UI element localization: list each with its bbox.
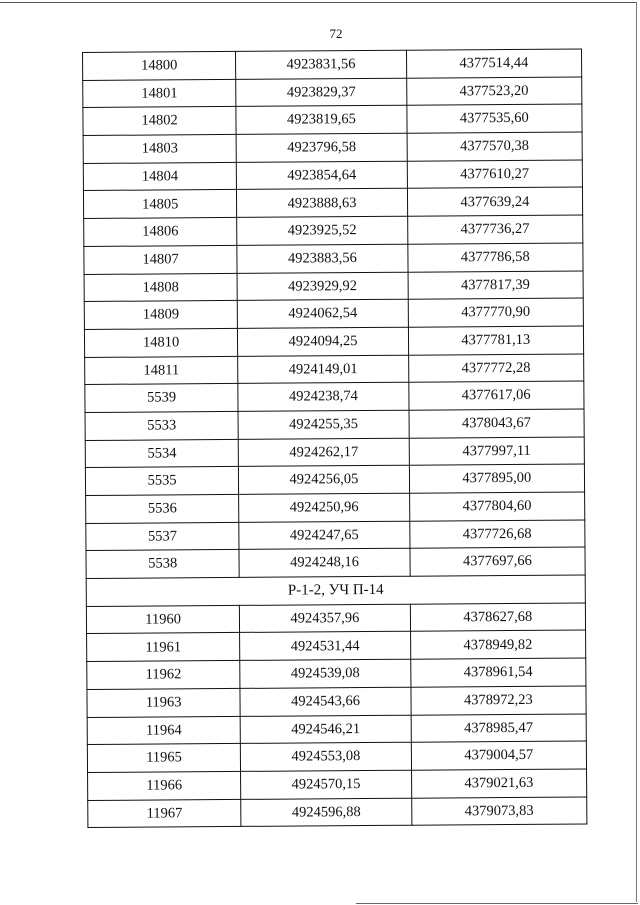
section-group <box>86 575 585 606</box>
section-title: Р-1-2, УЧ П-14 <box>86 575 585 606</box>
x-coordinate-cell: 4924149,01 <box>238 355 409 384</box>
y-coordinate-cell: 4377786,58 <box>407 243 583 272</box>
y-coordinate-cell: 4377736,27 <box>407 215 583 244</box>
table-row <box>85 437 584 468</box>
point-number-cell: 14800 <box>83 51 236 80</box>
point-number-cell: 14811 <box>85 356 238 385</box>
x-coordinate-cell: 4923819,65 <box>236 106 407 135</box>
table-row <box>83 104 582 135</box>
x-coordinate-cell: 4924596,88 <box>241 798 412 827</box>
y-coordinate-cell: 4377772,28 <box>408 354 584 383</box>
y-coordinate-cell: 4377726,68 <box>409 520 585 549</box>
scan-edge-top <box>0 2 636 3</box>
point-number-cell: 11965 <box>87 744 240 773</box>
table-row <box>83 77 582 108</box>
point-number-cell: 14808 <box>84 273 237 302</box>
point-number-cell: 11966 <box>88 771 241 800</box>
point-number-cell: 5533 <box>85 411 238 440</box>
table-row <box>86 520 585 551</box>
y-coordinate-cell: 4377895,00 <box>409 464 585 493</box>
x-coordinate-cell: 4923925,52 <box>237 216 408 245</box>
y-coordinate-cell: 4379021,63 <box>411 769 587 798</box>
point-number-cell: 11960 <box>86 605 239 634</box>
table-row <box>84 298 583 329</box>
y-coordinate-cell: 4379004,57 <box>411 741 587 770</box>
y-coordinate-cell: 4378627,68 <box>410 603 586 632</box>
table-row <box>86 492 585 523</box>
table-row <box>85 409 584 440</box>
y-coordinate-cell: 4377610,27 <box>407 160 583 189</box>
point-number-cell: 11963 <box>87 688 240 717</box>
x-coordinate-cell: 4924062,54 <box>238 299 409 328</box>
y-coordinate-cell: 4377697,66 <box>410 547 586 576</box>
table-row <box>87 658 586 689</box>
y-coordinate-cell: 4377617,06 <box>408 381 584 410</box>
coordinates-table <box>82 49 587 829</box>
x-coordinate-cell: 4924238,74 <box>238 382 409 411</box>
x-coordinate-cell: 4924546,21 <box>240 715 411 744</box>
point-number-cell: 5534 <box>85 439 238 468</box>
point-number-cell: 11962 <box>87 661 240 690</box>
y-coordinate-cell: 4377535,60 <box>407 104 583 133</box>
y-coordinate-cell: 4377523,20 <box>406 77 582 106</box>
y-coordinate-cell: 4379073,83 <box>411 797 587 826</box>
y-coordinate-cell: 4378043,67 <box>409 409 585 438</box>
point-number-cell: 14810 <box>84 328 237 357</box>
point-number-cell: 14804 <box>83 162 236 191</box>
page-number: 72 <box>329 26 343 41</box>
x-coordinate-cell: 4924553,08 <box>241 742 412 771</box>
y-coordinate-cell: 4377817,39 <box>408 271 584 300</box>
table-row <box>85 464 584 495</box>
y-coordinate-cell: 4377781,13 <box>408 326 584 355</box>
point-number-cell: 11961 <box>87 633 240 662</box>
x-coordinate-cell: 4923829,37 <box>236 78 407 107</box>
section-header-row <box>86 575 585 606</box>
point-number-cell: 5535 <box>85 467 238 496</box>
coordinates-group-a <box>83 49 586 579</box>
table-row <box>85 381 584 412</box>
table-row <box>84 243 583 274</box>
x-coordinate-cell: 4924255,35 <box>238 410 409 439</box>
point-number-cell: 5536 <box>86 494 239 523</box>
table-row <box>87 686 586 717</box>
table-row <box>86 547 585 578</box>
x-coordinate-cell: 4924531,44 <box>240 632 411 661</box>
x-coordinate-cell: 4924570,15 <box>241 770 412 799</box>
table-row <box>85 354 584 385</box>
y-coordinate-cell: 4377770,90 <box>408 298 584 327</box>
coordinates-group-b <box>86 603 587 828</box>
point-number-cell: 14801 <box>83 79 236 108</box>
x-coordinate-cell: 4924248,16 <box>239 549 410 578</box>
table-row <box>84 215 583 246</box>
x-coordinate-cell: 4924262,17 <box>238 438 409 467</box>
x-coordinate-cell: 4924539,08 <box>240 659 411 688</box>
point-number-cell: 5537 <box>86 522 239 551</box>
table-row <box>83 160 582 191</box>
table-row <box>86 603 585 634</box>
table-row <box>84 271 583 302</box>
scan-edge-bottom <box>356 903 638 904</box>
x-coordinate-cell: 4924247,65 <box>239 521 410 550</box>
y-coordinate-cell: 4378961,54 <box>410 658 586 687</box>
table-row <box>88 797 587 828</box>
x-coordinate-cell: 4923831,56 <box>236 50 407 79</box>
table-row <box>83 187 582 218</box>
x-coordinate-cell: 4923854,64 <box>237 161 408 190</box>
y-coordinate-cell: 4377639,24 <box>407 187 583 216</box>
point-number-cell: 14809 <box>84 301 237 330</box>
y-coordinate-cell: 4377997,11 <box>409 437 585 466</box>
table-row <box>88 769 587 800</box>
point-number-cell: 14806 <box>84 218 237 247</box>
point-number-cell: 14805 <box>83 190 236 219</box>
x-coordinate-cell: 4923883,56 <box>237 244 408 273</box>
point-number-cell: 14807 <box>84 245 237 274</box>
table-row <box>87 713 586 744</box>
y-coordinate-cell: 4377514,44 <box>406 49 582 78</box>
table-row <box>87 630 586 661</box>
x-coordinate-cell: 4924543,66 <box>240 687 411 716</box>
x-coordinate-cell: 4923888,63 <box>237 189 408 218</box>
table-row <box>83 49 582 80</box>
x-coordinate-cell: 4924094,25 <box>238 327 409 356</box>
point-number-cell: 11964 <box>87 716 240 745</box>
point-number-cell: 14803 <box>83 134 236 163</box>
y-coordinate-cell: 4378972,23 <box>411 686 587 715</box>
point-number-cell: 14802 <box>83 107 236 136</box>
table-row <box>84 326 583 357</box>
x-coordinate-cell: 4923796,58 <box>236 133 407 162</box>
scan-edge-right <box>636 2 637 902</box>
point-number-cell: 5538 <box>86 550 239 579</box>
y-coordinate-cell: 4378985,47 <box>411 713 587 742</box>
x-coordinate-cell: 4924357,96 <box>240 604 411 633</box>
y-coordinate-cell: 4377570,38 <box>407 132 583 161</box>
table-row <box>87 741 586 772</box>
x-coordinate-cell: 4924250,96 <box>239 493 410 522</box>
y-coordinate-cell: 4378949,82 <box>410 630 586 659</box>
point-number-cell: 5539 <box>85 384 238 413</box>
x-coordinate-cell: 4923929,92 <box>237 272 408 301</box>
y-coordinate-cell: 4377804,60 <box>409 492 585 521</box>
table-row <box>83 132 582 163</box>
point-number-cell: 11967 <box>88 799 241 828</box>
x-coordinate-cell: 4924256,05 <box>239 466 410 495</box>
